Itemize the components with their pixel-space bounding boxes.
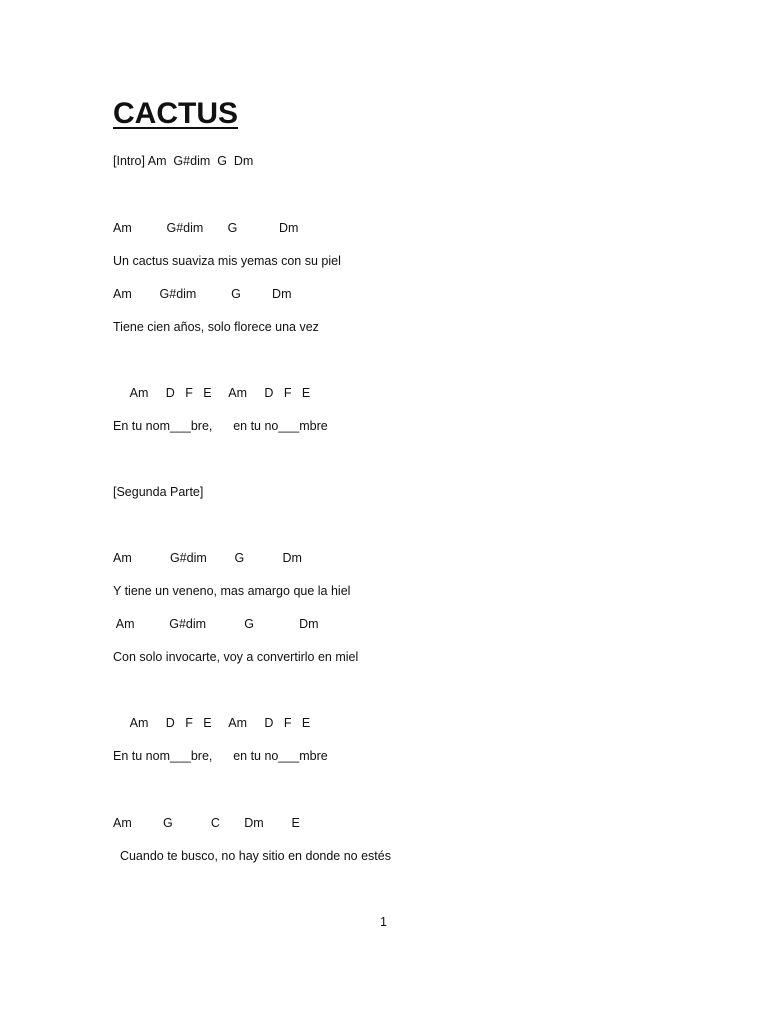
- lyric-line-bridge: Cuando te busco, no hay sitio en donde no estés: [113, 849, 391, 863]
- page-number: 1: [380, 915, 387, 929]
- chord-line-chorus-2: Am D F E Am D F E: [113, 716, 311, 730]
- chord-line-verse-2b: Am G#dim G Dm: [113, 617, 319, 631]
- section-label-segunda-parte: [Segunda Parte]: [113, 485, 204, 499]
- chord-line-chorus-1: Am D F E Am D F E: [113, 386, 311, 400]
- lyric-line-verse-2a: Y tiene un veneno, mas amargo que la hiel: [113, 584, 351, 598]
- chord-line-bridge: Am G C Dm E: [113, 816, 300, 830]
- chord-line-verse-1b: Am G#dim G Dm: [113, 287, 292, 301]
- intro-line: [Intro] Am G#dim G Dm: [113, 154, 254, 168]
- lyric-line-chorus-2: En tu nom___bre, en tu no___mbre: [113, 749, 328, 763]
- lyric-line-chorus-1: En tu nom___bre, en tu no___mbre: [113, 419, 328, 433]
- song-title: CACTUS: [113, 97, 238, 130]
- chord-line-verse-1a: Am G#dim G Dm: [113, 221, 299, 235]
- lyric-line-verse-1b: Tiene cien años, solo florece una vez: [113, 320, 319, 334]
- lyric-line-verse-1a: Un cactus suaviza mis yemas con su piel: [113, 254, 341, 268]
- chord-line-verse-2a: Am G#dim G Dm: [113, 551, 302, 565]
- lyric-line-verse-2b: Con solo invocarte, voy a convertirlo en miel: [113, 650, 359, 664]
